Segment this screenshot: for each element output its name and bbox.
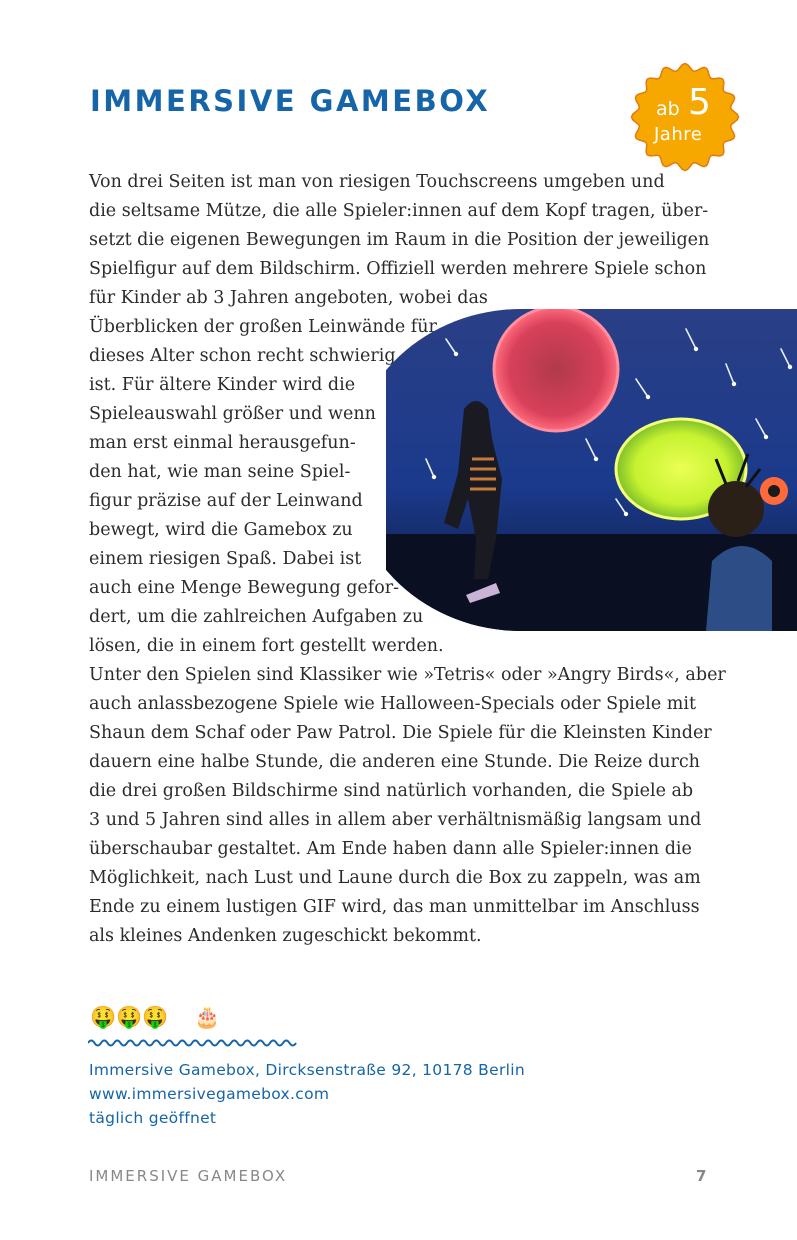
text-line: Spielfigur auf dem Bildschirm. Offiziell werden mehrere Spiele schon (89, 259, 707, 279)
text-line: als kleines Andenken zugeschickt bekommt. (89, 926, 482, 946)
wave-divider (88, 1036, 298, 1050)
opening-hours: täglich geöffnet (89, 1109, 217, 1127)
text-line: den hat, wie man seine Spiel- (89, 462, 351, 482)
text-line: dieses Alter schon recht schwierig (89, 346, 396, 366)
text-line: für Kinder ab 3 Jahren angeboten, wobei das (89, 288, 488, 308)
text-line: 3 und 5 Jahren sind alles in allem aber verhältnismäßig langsam und (89, 810, 702, 830)
badge-scalloped-circle (630, 62, 740, 172)
text-line: auch anlassbezogene Spiele wie Halloween-Specials oder Spiele mit (89, 694, 696, 714)
text-line: Ende zu einem lustigen GIF wird, das man unmittelbar im Anschluss (89, 897, 700, 917)
text-line: Möglichkeit, nach Lust und Laune durch die Box zu zappeln, was am (89, 868, 701, 888)
footer-section-title: IMMERSIVE GAMEBOX (89, 1167, 288, 1185)
money-face-icon: 🤑 (142, 1005, 169, 1029)
text-line: dert, um die zahlreichen Aufgaben zu (89, 607, 424, 627)
page-title: IMMERSIVE GAMEBOX (90, 84, 491, 118)
text-line: setzt die eigenen Bewegungen im Raum in die Position der jeweiligen (89, 230, 710, 250)
website-link[interactable]: www.immersivegamebox.com (89, 1085, 330, 1103)
money-face-icon: 🤑 (116, 1005, 143, 1029)
age-badge (630, 62, 740, 172)
text-line: figur präzise auf der Leinwand (89, 491, 363, 511)
birthday-cake-icon: 🎂 (194, 1005, 221, 1029)
page-number: 7 (696, 1167, 707, 1185)
text-line: Von drei Seiten ist man von riesigen Touchscreens umgeben und (89, 172, 665, 192)
text-line: die seltsame Mütze, die alle Spieler:innen auf dem Kopf tragen, über- (89, 201, 709, 221)
text-line: Überblicken der großen Leinwände für (89, 317, 437, 337)
text-line: Shaun dem Schaf oder Paw Patrol. Die Spiele für die Kleinsten Kinder (89, 723, 712, 743)
text-line: Unter den Spielen sind Klassiker wie »Tetris« oder »Angry Birds«, aber (89, 665, 726, 685)
badge-prefix: ab (656, 98, 680, 120)
text-line: lösen, die in einem fort gestellt werden. (89, 636, 444, 656)
text-line: dauern eine halbe Stunde, die anderen eine Stunde. Die Reize durch (89, 752, 700, 772)
text-line: einem riesigen Spaß. Dabei ist (89, 549, 362, 569)
address-line: Immersive Gamebox, Dircksenstraße 92, 10178 Berlin (89, 1061, 525, 1079)
text-line: bewegt, wird die Gamebox zu (89, 520, 353, 540)
text-line: man erst einmal herausgefun- (89, 433, 356, 453)
text-line: auch eine Menge Bewegung gefor- (89, 578, 400, 598)
badge-age-number: 5 (688, 82, 711, 123)
text-line: überschaubar gestaltet. Am Ende haben dann alle Spieler:innen die (89, 839, 692, 859)
badge-unit: Jahre (654, 124, 703, 145)
text-line: Spieleauswahl größer und wenn (89, 404, 376, 424)
text-line: die drei großen Bildschirme sind natürlich vorhanden, die Spiele ab (89, 781, 694, 801)
text-line: ist. Für ältere Kinder wird die (89, 375, 356, 395)
gamebox-photo (386, 309, 797, 631)
money-face-icon: 🤑 (90, 1005, 117, 1029)
